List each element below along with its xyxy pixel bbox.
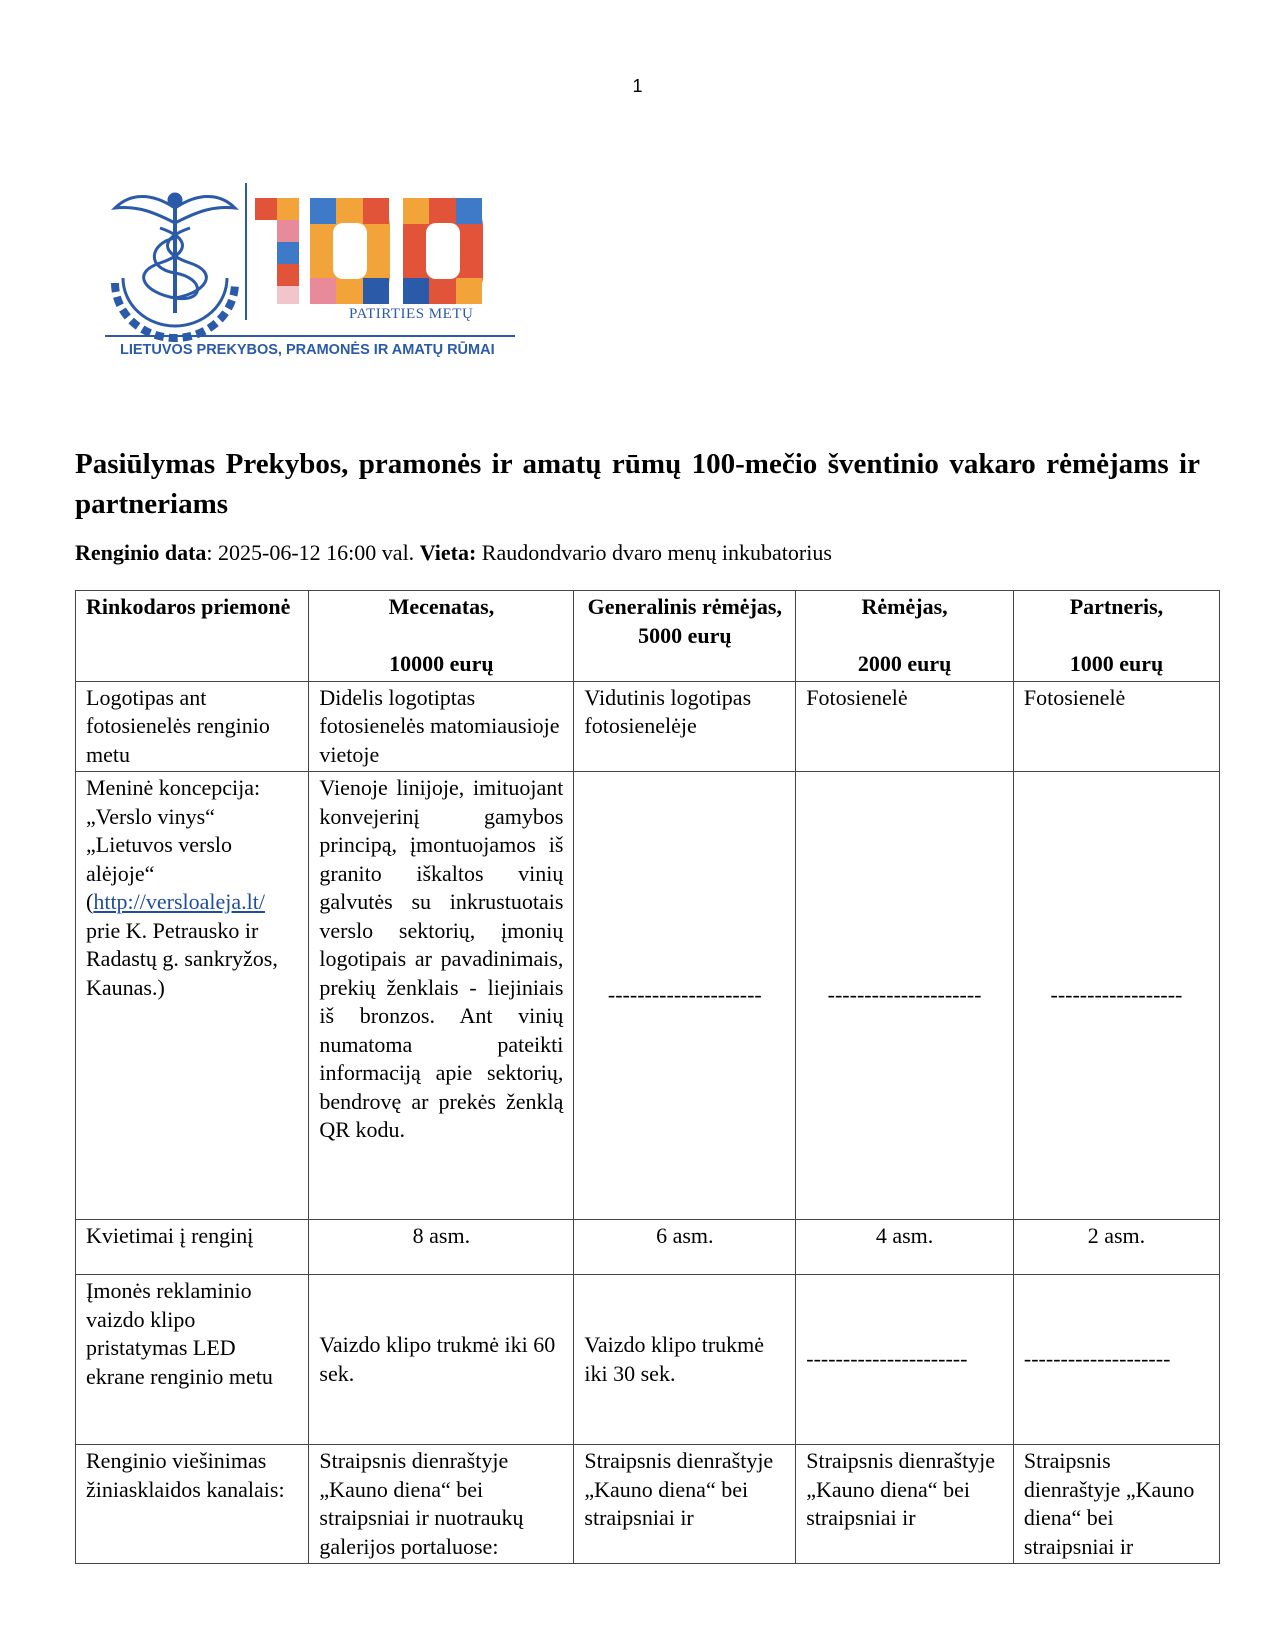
page-number: 1: [632, 76, 643, 96]
cell-mecenatas: Vienoje linijoje, imituojant konvejerinį gamybos principą, įmontuojamos iš granito iškaltos vinių galvutės su inkrustuotais verslo sektorių, įmonių logotipais ar pavadinimais, prekių ženklais - liejiniais iš bronzos. Ant vinių numatoma pateikti informaciją apie sektorių, bendrovę ar prekės ženklą QR kodu.: [309, 772, 574, 1220]
document-title: Pasiūlymas Prekybos, pramonės ir amatų rūmų 100-mečio šventinio vakaro rėmėjams ir partneriams: [75, 448, 1200, 520]
table-header-row: [76, 591, 1220, 682]
cell-mecenatas: 8 asm.: [309, 1220, 574, 1275]
cell-generalinis: Straipsnis dienraštyje „Kauno diena“ bei straipsniai ir: [574, 1445, 796, 1564]
cell-partneris: ------------------: [1013, 772, 1219, 1220]
table-row: [76, 1445, 1220, 1564]
cell-measure: Įmonės reklaminio vaizdo klipo pristatymas LED ekrane renginio metu: [76, 1275, 309, 1445]
cell-generalinis: Vaizdo klipo trukmė iki 30 sek.: [574, 1275, 796, 1445]
cell-generalinis: Vidutinis logotipas fotosienelėje: [574, 681, 796, 772]
sponsorship-table: [75, 590, 1220, 1564]
header-remejas: Rėmėjas, 2000 eurų: [796, 591, 1014, 682]
cell-remejas: ---------------------: [796, 772, 1014, 1220]
cell-remejas: ----------------------: [796, 1275, 1014, 1445]
table-row: [76, 772, 1220, 1220]
cell-measure: Renginio viešinimas žiniasklaidos kanalais:: [76, 1445, 309, 1564]
table-row: [76, 1220, 1220, 1275]
number-zero-icon: [403, 198, 483, 304]
cell-mecenatas: Didelis logotiptas fotosienelės matomiausioje vietoje: [309, 681, 574, 772]
versloaleja-link[interactable]: http://versloaleja.lt/: [93, 889, 266, 914]
table-row: [76, 681, 1220, 772]
header-generalinis: Generalinis rėmėjas, 5000 eurų: [574, 591, 796, 682]
cell-generalinis: ---------------------: [574, 772, 796, 1220]
cell-generalinis: 6 asm.: [574, 1220, 796, 1275]
cell-measure: Kvietimai į renginį: [76, 1220, 309, 1275]
logo-tagline: PATIRTIES METŲ: [349, 306, 474, 322]
header-mecenatas: Mecenatas, 10000 eurų: [309, 591, 574, 682]
cell-measure: Logotipas ant fotosienelės renginio metu: [76, 681, 309, 772]
venue-label: Vieta:: [419, 540, 477, 565]
event-info: [75, 540, 832, 566]
logo-graphic: [105, 178, 545, 393]
chamber-100-logo: [105, 178, 545, 393]
cell-mecenatas: Straipsnis dienraštyje „Kauno diena“ bei straipsniai ir nuotraukų galerijos portaluose:: [309, 1445, 574, 1564]
cell-partneris: 2 asm.: [1013, 1220, 1219, 1275]
cell-remejas: 4 asm.: [796, 1220, 1014, 1275]
cell-partneris: --------------------: [1013, 1275, 1219, 1445]
logo-organization: LIETUVOS PREKYBOS, PRAMONĖS IR AMATŲ RŪMAI: [120, 342, 495, 358]
header-measure: Rinkodaros priemonė: [76, 591, 309, 682]
cell-partneris: Straipsnis dienraštyje „Kauno diena“ bei straipsniai ir: [1013, 1445, 1219, 1564]
table-row: [76, 1275, 1220, 1445]
number-zero-icon: [310, 198, 390, 304]
caduceus-emblem-icon: [115, 194, 235, 338]
venue-value: Raudondvario dvaro menų inkubatorius: [476, 540, 832, 565]
header-partneris: Partneris, 1000 eurų: [1013, 591, 1219, 682]
cell-partneris: Fotosienelė: [1013, 681, 1219, 772]
date-label: Renginio data: [75, 540, 207, 565]
date-value: : 2025-06-12 16:00 val.: [206, 540, 420, 565]
cell-remejas: Fotosienelė: [796, 681, 1014, 772]
cell-remejas: Straipsnis dienraštyje „Kauno diena“ bei straipsniai ir: [796, 1445, 1014, 1564]
number-one-icon: [255, 198, 299, 304]
cell-mecenatas: Vaizdo klipo trukmė iki 60 sek.: [309, 1275, 574, 1445]
cell-measure: Meninė koncepcija: „Verslo vinys“ „Lietuvos verslo alėjoje“ (http://versloaleja.lt/ prie K. Petrausko ir Radastų g. sankryžos, Kaunas.): [76, 772, 309, 1220]
